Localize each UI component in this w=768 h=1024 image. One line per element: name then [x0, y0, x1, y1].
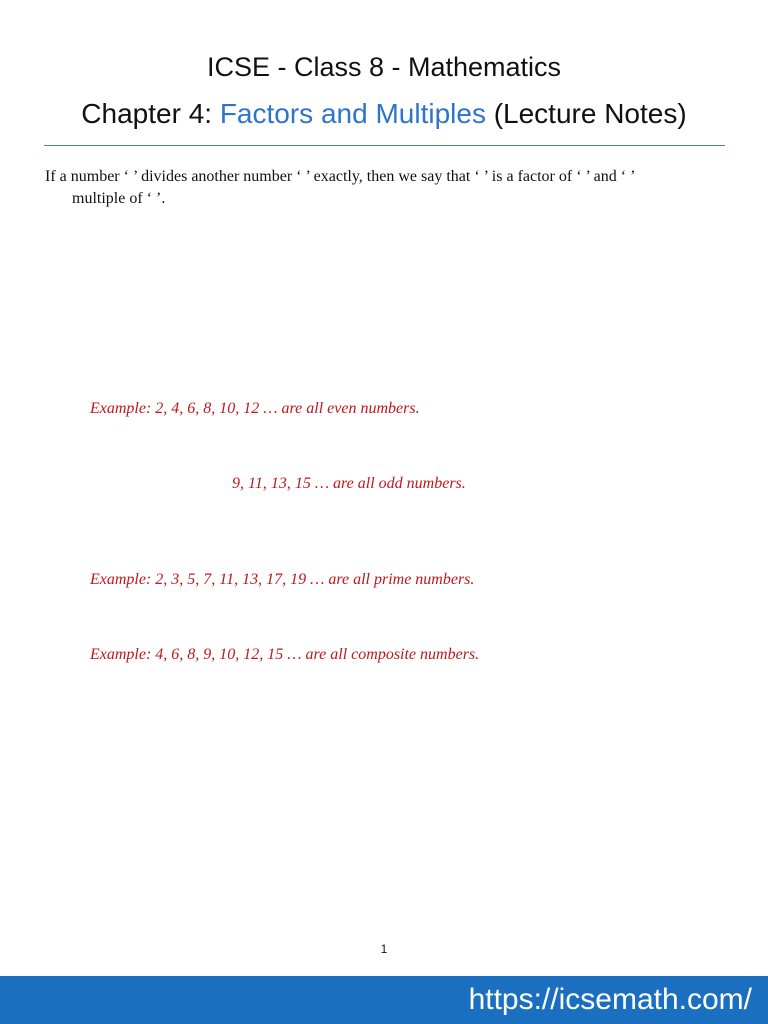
page-number: 1 — [380, 942, 388, 956]
header-divider — [44, 145, 725, 146]
example-composite-numbers: Example: 4, 6, 8, 9, 10, 12, 15 … are all composite numbers. — [90, 646, 480, 663]
chapter-suffix: (Lecture Notes) — [485, 98, 687, 129]
chapter-name: Factors and Multiples — [219, 98, 486, 129]
example-prime-numbers: Example: 2, 3, 5, 7, 11, 13, 17, 19 … are all prime numbers. — [90, 571, 475, 588]
website-link[interactable]: https://icsemath.com/ — [468, 983, 752, 1016]
example-odd-numbers: 9, 11, 13, 15 … are all odd numbers. — [232, 475, 466, 492]
chapter-prefix: Chapter 4: — [81, 98, 220, 129]
definition-line-1: If a number ‘ ’ divides another number ‘ ’ exactly, then we say that ‘ ’ is a factor of ‘ ’ and ‘ ’ — [45, 168, 636, 185]
definition-paragraph — [45, 166, 735, 210]
footer-bar — [0, 976, 768, 1024]
chapter-title — [0, 96, 768, 132]
page-title: ICSE - Class 8 - Mathematics — [206, 52, 562, 82]
example-even-numbers: Example: 2, 4, 6, 8, 10, 12 … are all even numbers. — [90, 400, 420, 417]
definition-line-2: multiple of ‘ ’. — [72, 190, 166, 207]
